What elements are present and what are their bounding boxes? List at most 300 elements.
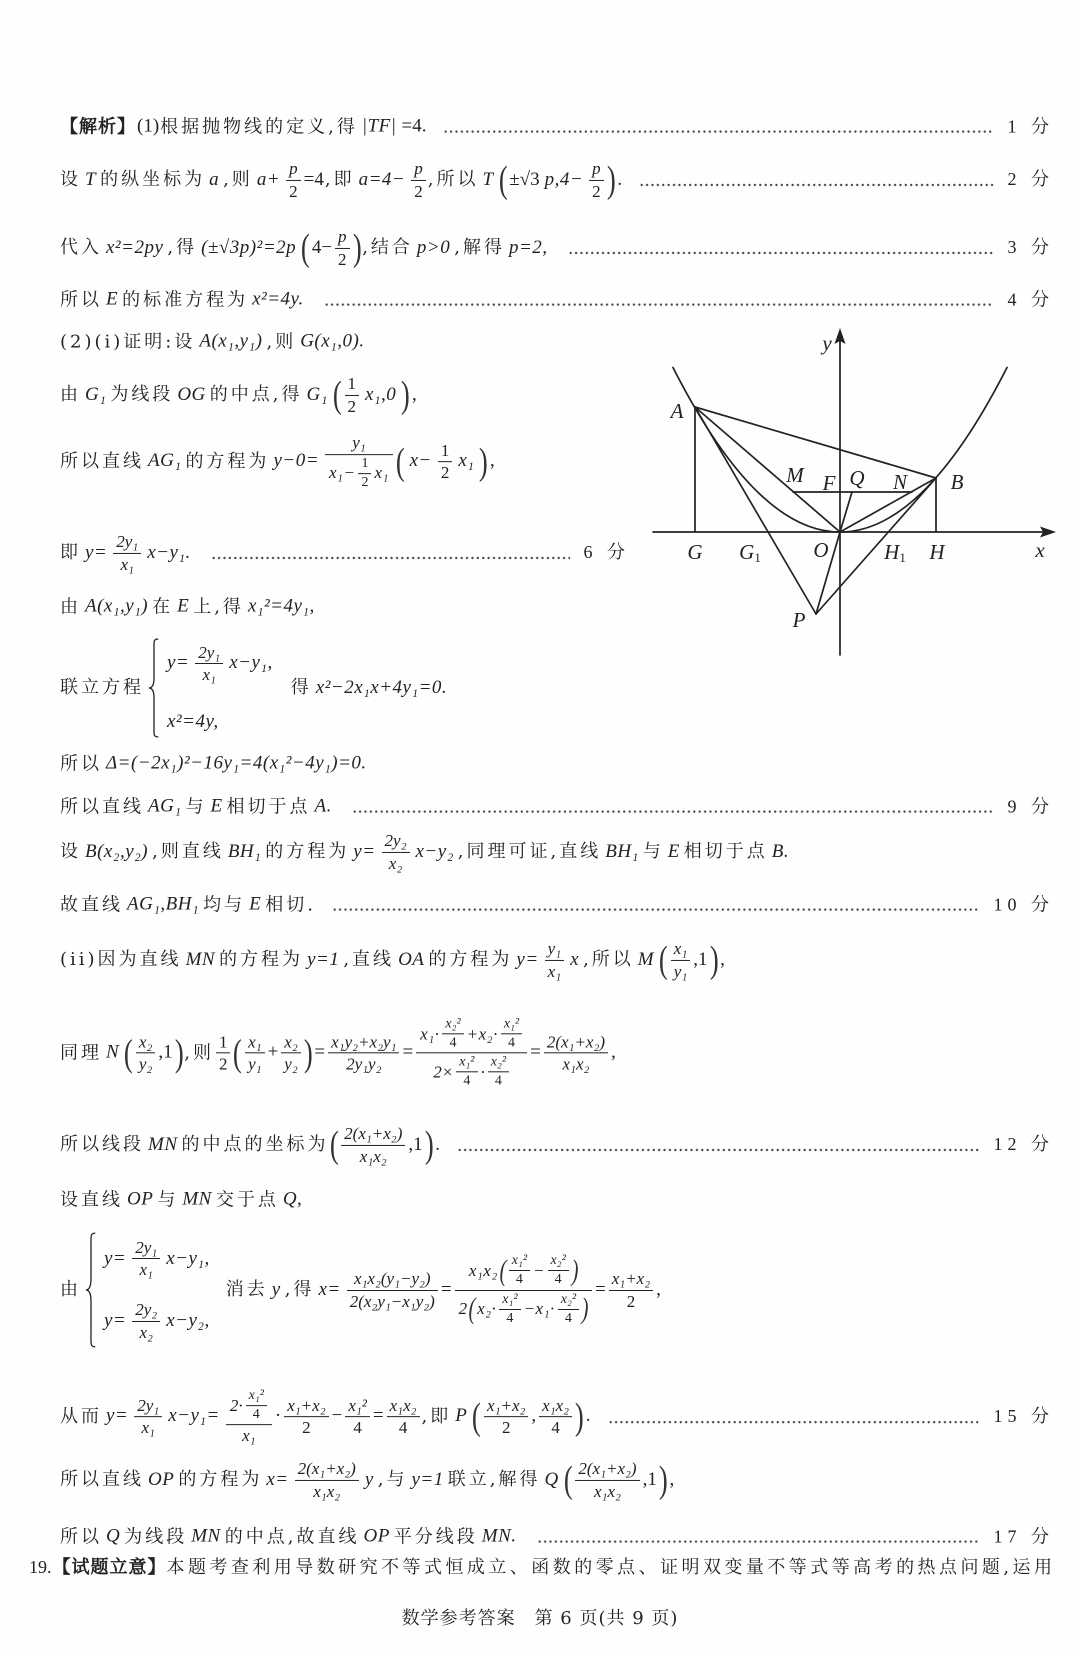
text: 的方程为	[178, 1469, 263, 1491]
solution-line	[60, 596, 319, 619]
numerator: y₁	[545, 939, 564, 961]
fraction	[226, 1388, 272, 1446]
math: x−y₂	[415, 840, 454, 862]
solution-line	[60, 1526, 1054, 1549]
big-paren: (	[124, 1032, 133, 1074]
text: ,则	[184, 1042, 214, 1064]
fraction	[456, 1055, 477, 1090]
score-label: 15 分	[993, 1406, 1054, 1427]
denominator: 2	[440, 463, 450, 483]
math: E	[249, 893, 262, 915]
text: 联立,解得	[447, 1469, 541, 1491]
text: 平分线段	[393, 1526, 478, 1548]
fraction	[341, 1124, 405, 1166]
denominator: 2y₁y₂	[346, 1054, 382, 1074]
fraction	[438, 441, 453, 483]
label-F: F	[822, 471, 836, 495]
denominator: 2	[289, 181, 298, 201]
label-B: B	[950, 470, 964, 494]
denominator	[325, 455, 393, 491]
fraction	[245, 1032, 264, 1074]
solution-line	[60, 289, 1054, 312]
solution-line	[60, 1016, 617, 1089]
math: MN	[191, 1525, 221, 1547]
math: P	[455, 1405, 468, 1427]
math: MN	[148, 1133, 178, 1155]
solution-line	[60, 796, 1054, 819]
solution-line	[60, 1232, 662, 1348]
math: 2×	[433, 1062, 454, 1082]
brace-icon	[148, 638, 160, 738]
math: p=2,	[508, 236, 548, 258]
big-paren: )	[709, 939, 719, 981]
label-G1	[739, 540, 761, 565]
math: x₁x₂	[468, 1261, 498, 1281]
big-paren: )	[479, 440, 489, 483]
denominator: 4	[252, 1407, 260, 1423]
math: −	[533, 1261, 545, 1281]
label-G: G	[687, 540, 703, 564]
big-paren: (	[233, 1032, 243, 1074]
math: .	[435, 1133, 441, 1155]
denominator: x₁	[202, 665, 216, 685]
score-label: 9 分	[1007, 796, 1054, 817]
text: 消去	[225, 1279, 268, 1301]
math: ,	[411, 383, 417, 405]
leader-dots	[352, 809, 994, 815]
numerator: x₁²	[246, 1388, 267, 1406]
numerator: 2y₁	[113, 532, 141, 554]
math: .	[585, 1405, 591, 1427]
fraction	[442, 1016, 463, 1051]
fraction	[382, 831, 410, 873]
math: ±√3	[509, 168, 540, 190]
text: 所以	[60, 753, 102, 775]
fraction	[345, 1396, 370, 1438]
denominator: x₁x₂	[313, 1481, 341, 1501]
solution-line	[60, 638, 451, 738]
text: 上,得	[193, 596, 244, 618]
big-paren: )	[606, 159, 616, 201]
text: 联立方程	[60, 677, 144, 699]
numerator: x₁x₂	[387, 1396, 420, 1418]
text: 所以线段	[60, 1134, 144, 1156]
math: ,1	[408, 1133, 423, 1155]
numerator: x₁	[671, 939, 690, 961]
math: x−y₁.	[147, 541, 191, 563]
fraction	[136, 1032, 155, 1074]
numerator: x₁+x₂	[284, 1396, 328, 1418]
brace-icon	[85, 1232, 97, 1348]
numerator: 1	[438, 441, 453, 463]
text: 相切于点	[226, 796, 311, 818]
big-paren: )	[401, 374, 411, 416]
fraction	[455, 1253, 592, 1326]
math: MN.	[481, 1525, 517, 1547]
math: G(x₁,0).	[300, 330, 365, 352]
numerator: 2y₁	[195, 643, 223, 665]
equation-system	[100, 1238, 214, 1342]
math: BH₁	[227, 840, 262, 862]
math: G₁	[306, 383, 328, 405]
denominator: 4	[551, 1418, 560, 1438]
big-paren: )	[571, 1253, 579, 1287]
text: 设	[60, 169, 81, 191]
denominator: x₁x₂	[562, 1054, 590, 1074]
numerator: 2y₂	[132, 1300, 160, 1322]
label-M: M	[786, 463, 804, 487]
numerator: 2y₁	[132, 1238, 160, 1260]
label-N: N	[892, 470, 908, 494]
numerator: p	[335, 227, 350, 249]
math: N	[106, 1041, 120, 1063]
denominator: y₁	[248, 1054, 262, 1074]
denominator: 4	[506, 1310, 514, 1326]
math: 2·	[229, 1395, 243, 1415]
math: ,	[669, 1468, 675, 1490]
text: (2)(i)证明:设	[60, 331, 196, 353]
math: a	[209, 168, 220, 190]
math: A(x₁,y₁)	[85, 595, 149, 617]
text: ,解得	[454, 237, 505, 259]
math: x²−2x₁x+4y₁=0.	[315, 676, 448, 698]
big-paren: (	[499, 1253, 507, 1287]
label-O: O	[813, 538, 829, 562]
big-paren: )	[581, 1292, 589, 1326]
system-row	[100, 1238, 214, 1280]
leader-dots	[639, 182, 993, 188]
numerator: p	[411, 159, 426, 181]
fraction	[132, 1238, 160, 1280]
math: E	[667, 840, 680, 862]
math: x−y₂,	[166, 1309, 210, 1331]
score-label: 2 分	[1007, 169, 1054, 190]
text: ,得	[284, 1279, 315, 1301]
fraction	[509, 1253, 530, 1288]
math: =4.	[401, 115, 427, 137]
numerator: 2(x₁+x₂)	[341, 1124, 405, 1146]
numerator: x₁y₂+x₂y₁	[328, 1032, 399, 1054]
math: OP	[127, 1188, 154, 1210]
fraction	[325, 433, 393, 491]
leader-dots	[211, 555, 570, 561]
denominator: 4	[463, 1073, 471, 1089]
math: (±√3p)²=2p	[201, 236, 297, 258]
fraction	[216, 1032, 231, 1074]
score-label: 6 分	[583, 542, 630, 563]
math: y=	[106, 1405, 129, 1427]
text: 的中点,得	[209, 384, 303, 406]
numerator	[416, 1016, 527, 1053]
big-paren: (	[563, 1459, 573, 1501]
numerator: 2(x₁+x₂)	[575, 1459, 639, 1481]
math: x−	[409, 450, 432, 472]
math: 4−	[311, 236, 333, 258]
solution-line	[60, 1388, 1054, 1446]
math: E	[177, 595, 190, 617]
label-G1-main: G	[739, 540, 755, 564]
text: 相切.	[265, 894, 316, 916]
text: 的纵坐标为	[100, 169, 206, 191]
label-A: A	[670, 399, 684, 423]
text: 均与	[203, 894, 246, 916]
math: x²=4y.	[252, 288, 304, 310]
text: 由	[60, 1279, 81, 1301]
math: |TF|	[361, 115, 397, 137]
text: 相切于点	[683, 841, 768, 863]
math: AG₁	[148, 450, 182, 472]
denominator: 2	[347, 396, 356, 416]
math: .	[617, 168, 623, 190]
fraction	[545, 939, 564, 981]
math: x=	[318, 1278, 341, 1300]
leader-dots	[568, 250, 994, 256]
text: 得	[290, 677, 312, 699]
denominator: x₁	[120, 554, 134, 574]
text: ,直线	[343, 949, 395, 971]
numerator: x₂²	[548, 1253, 569, 1271]
label-y: y	[822, 331, 832, 355]
math: x	[570, 948, 580, 970]
text: 所以直线	[60, 451, 144, 473]
fraction	[284, 1396, 328, 1438]
numerator: x₁²	[499, 1292, 520, 1310]
fraction	[548, 1253, 569, 1288]
math: ·	[274, 1405, 282, 1427]
fraction	[411, 159, 426, 201]
fraction	[132, 1300, 160, 1342]
denominator	[416, 1054, 527, 1090]
math: x₁,0	[365, 383, 397, 405]
label-G1-sub: 1	[754, 549, 761, 565]
math: MN	[185, 948, 216, 970]
text: ,结合	[362, 237, 413, 259]
math: =	[595, 1278, 606, 1300]
numerator: x₁	[245, 1032, 264, 1054]
numerator: 2y₁	[134, 1396, 162, 1418]
text: 故直线	[60, 894, 123, 916]
numerator: 2(x₁+x₂)	[544, 1032, 608, 1054]
text: ,则	[223, 169, 253, 191]
fraction	[295, 1459, 359, 1501]
fraction	[539, 1396, 572, 1438]
text: 所以	[60, 1526, 102, 1548]
solution-line	[60, 159, 1054, 201]
math: =	[530, 1041, 541, 1063]
text: 即	[60, 542, 81, 564]
question-number: 19.	[29, 1557, 52, 1578]
math: AG₁	[148, 795, 182, 817]
math: y−0=	[273, 450, 320, 472]
score-label: 3 分	[1007, 237, 1054, 258]
numerator: x₂²	[558, 1292, 579, 1310]
math: p>0	[416, 236, 451, 258]
leader-dots	[332, 907, 980, 913]
big-paren: (	[472, 1395, 482, 1438]
big-paren: )	[574, 1395, 584, 1438]
math: y=	[104, 1309, 127, 1331]
math: ,1	[158, 1041, 173, 1063]
big-paren: )	[352, 227, 362, 269]
fraction	[589, 159, 604, 201]
solution-line	[60, 831, 793, 873]
denominator	[455, 1291, 592, 1327]
math: +	[267, 1041, 279, 1063]
denominator: x₁x₂	[594, 1481, 621, 1501]
text: ,所以	[583, 949, 634, 971]
label-H: H	[929, 540, 945, 564]
solution-line	[60, 331, 369, 354]
fraction	[345, 374, 360, 416]
denominator: y₂	[138, 1054, 153, 1074]
text: 从而	[60, 1406, 102, 1428]
math: OP	[363, 1525, 390, 1547]
math: ,1	[642, 1468, 657, 1490]
math: Q,	[282, 1188, 303, 1210]
label-Q: Q	[849, 466, 865, 490]
solution-line	[60, 227, 1054, 269]
solution-line	[60, 1189, 306, 1212]
score-label: 12 分	[993, 1134, 1054, 1155]
label-P: P	[792, 608, 806, 632]
big-paren: )	[303, 1032, 313, 1074]
text: 所以	[60, 289, 102, 311]
system-row	[163, 711, 277, 734]
numerator: x₂²	[442, 1016, 463, 1034]
fraction	[499, 1292, 520, 1327]
math: +x₂·	[466, 1024, 498, 1044]
math: a+	[256, 168, 281, 190]
big-paren: (	[468, 1292, 476, 1326]
section-tag: 【解析】	[60, 116, 136, 138]
big-paren: (	[659, 939, 668, 981]
math: y=1	[411, 1468, 444, 1490]
numerator: x₁²	[509, 1253, 530, 1271]
math: −x₁·	[523, 1299, 555, 1319]
fraction	[113, 532, 141, 574]
math: x₂·	[477, 1299, 497, 1319]
math: BH₁	[605, 840, 639, 862]
leader-dots	[443, 129, 993, 135]
fraction	[286, 159, 301, 201]
math: B(x₂,y₂)	[85, 840, 149, 862]
math: y	[364, 1468, 374, 1490]
text: (ii)因为直线	[60, 949, 182, 971]
text: 的方程为	[265, 841, 350, 863]
text: 在	[152, 596, 174, 618]
math: −	[331, 1405, 343, 1427]
text: ,与	[377, 1469, 408, 1491]
score-label: 17 分	[993, 1526, 1054, 1547]
denominator: 2	[592, 181, 601, 201]
math: y	[271, 1278, 281, 1300]
math: B.	[771, 840, 790, 862]
fraction	[416, 1016, 527, 1089]
section-tag: 【试题立意】	[52, 1557, 167, 1579]
math: x₁−	[329, 463, 356, 483]
denominator: x₁	[139, 1260, 153, 1280]
denominator: 2	[501, 1418, 511, 1438]
label-H1	[883, 540, 906, 565]
math: OP	[148, 1468, 175, 1490]
fraction	[501, 1016, 522, 1051]
math: M	[637, 948, 655, 970]
numerator: 2(x₁+x₂)	[295, 1459, 359, 1481]
math: y=	[104, 1247, 127, 1269]
denominator: 4	[494, 1073, 502, 1089]
math: ,	[611, 1041, 616, 1063]
equation-system	[163, 643, 277, 734]
score-label: 4 分	[1007, 289, 1054, 310]
text: ,同理可证,直线	[457, 841, 602, 863]
math: A.	[314, 795, 332, 817]
fraction	[488, 1055, 509, 1090]
math: x₁	[458, 450, 475, 472]
text: 为线段	[124, 1526, 188, 1548]
fraction	[134, 1396, 162, 1438]
fraction	[609, 1269, 653, 1311]
big-paren: )	[424, 1124, 434, 1166]
numerator: x₁x₂	[539, 1396, 572, 1418]
leader-d ots	[457, 1147, 979, 1153]
denominator: x₁	[547, 961, 562, 981]
fraction	[195, 643, 223, 685]
text: 的中点的坐标为	[181, 1134, 329, 1156]
math: =	[372, 1405, 384, 1427]
denominator: 2	[414, 181, 423, 201]
label-x: x	[1035, 538, 1045, 562]
math: Q	[544, 1468, 559, 1490]
math: y=	[85, 541, 108, 563]
system-row	[100, 1300, 214, 1342]
fraction	[544, 1032, 608, 1074]
text: 设直线	[60, 1189, 123, 1211]
math: AG₁,BH₁	[127, 893, 200, 915]
fraction	[347, 1269, 438, 1311]
leader-dots	[537, 1539, 980, 1545]
numerator: x₂	[136, 1032, 155, 1054]
math: x₁	[374, 463, 389, 483]
text: 的方程为	[219, 949, 304, 971]
text: ,即	[324, 169, 355, 191]
denominator: x₁	[242, 1426, 256, 1446]
denominator: 4	[449, 1035, 457, 1051]
numerator: x₂	[281, 1032, 300, 1054]
numerator: x₁+x₂	[609, 1269, 653, 1291]
denominator: 2	[302, 1418, 311, 1438]
numerator	[226, 1388, 272, 1425]
label-H1-main: H	[884, 540, 900, 564]
math: x=	[266, 1468, 289, 1490]
big-paren: )	[658, 1459, 668, 1501]
text: ,所以	[427, 169, 479, 191]
solution-line	[60, 1459, 675, 1501]
denominator: 2	[218, 1054, 228, 1074]
solution-line	[60, 753, 371, 776]
big-paren: (	[498, 159, 508, 201]
denominator: x₂	[388, 853, 403, 873]
denominator: y₂	[284, 1054, 298, 1074]
math: ,	[490, 450, 495, 472]
numerator: x₁²	[456, 1055, 477, 1073]
math: OA	[398, 948, 425, 970]
text: 与	[185, 796, 207, 818]
fraction	[387, 1396, 420, 1438]
score-label: 1 分	[1007, 116, 1054, 137]
fraction	[335, 227, 350, 269]
text: ,则直线	[152, 841, 224, 863]
math: OG	[177, 383, 206, 405]
